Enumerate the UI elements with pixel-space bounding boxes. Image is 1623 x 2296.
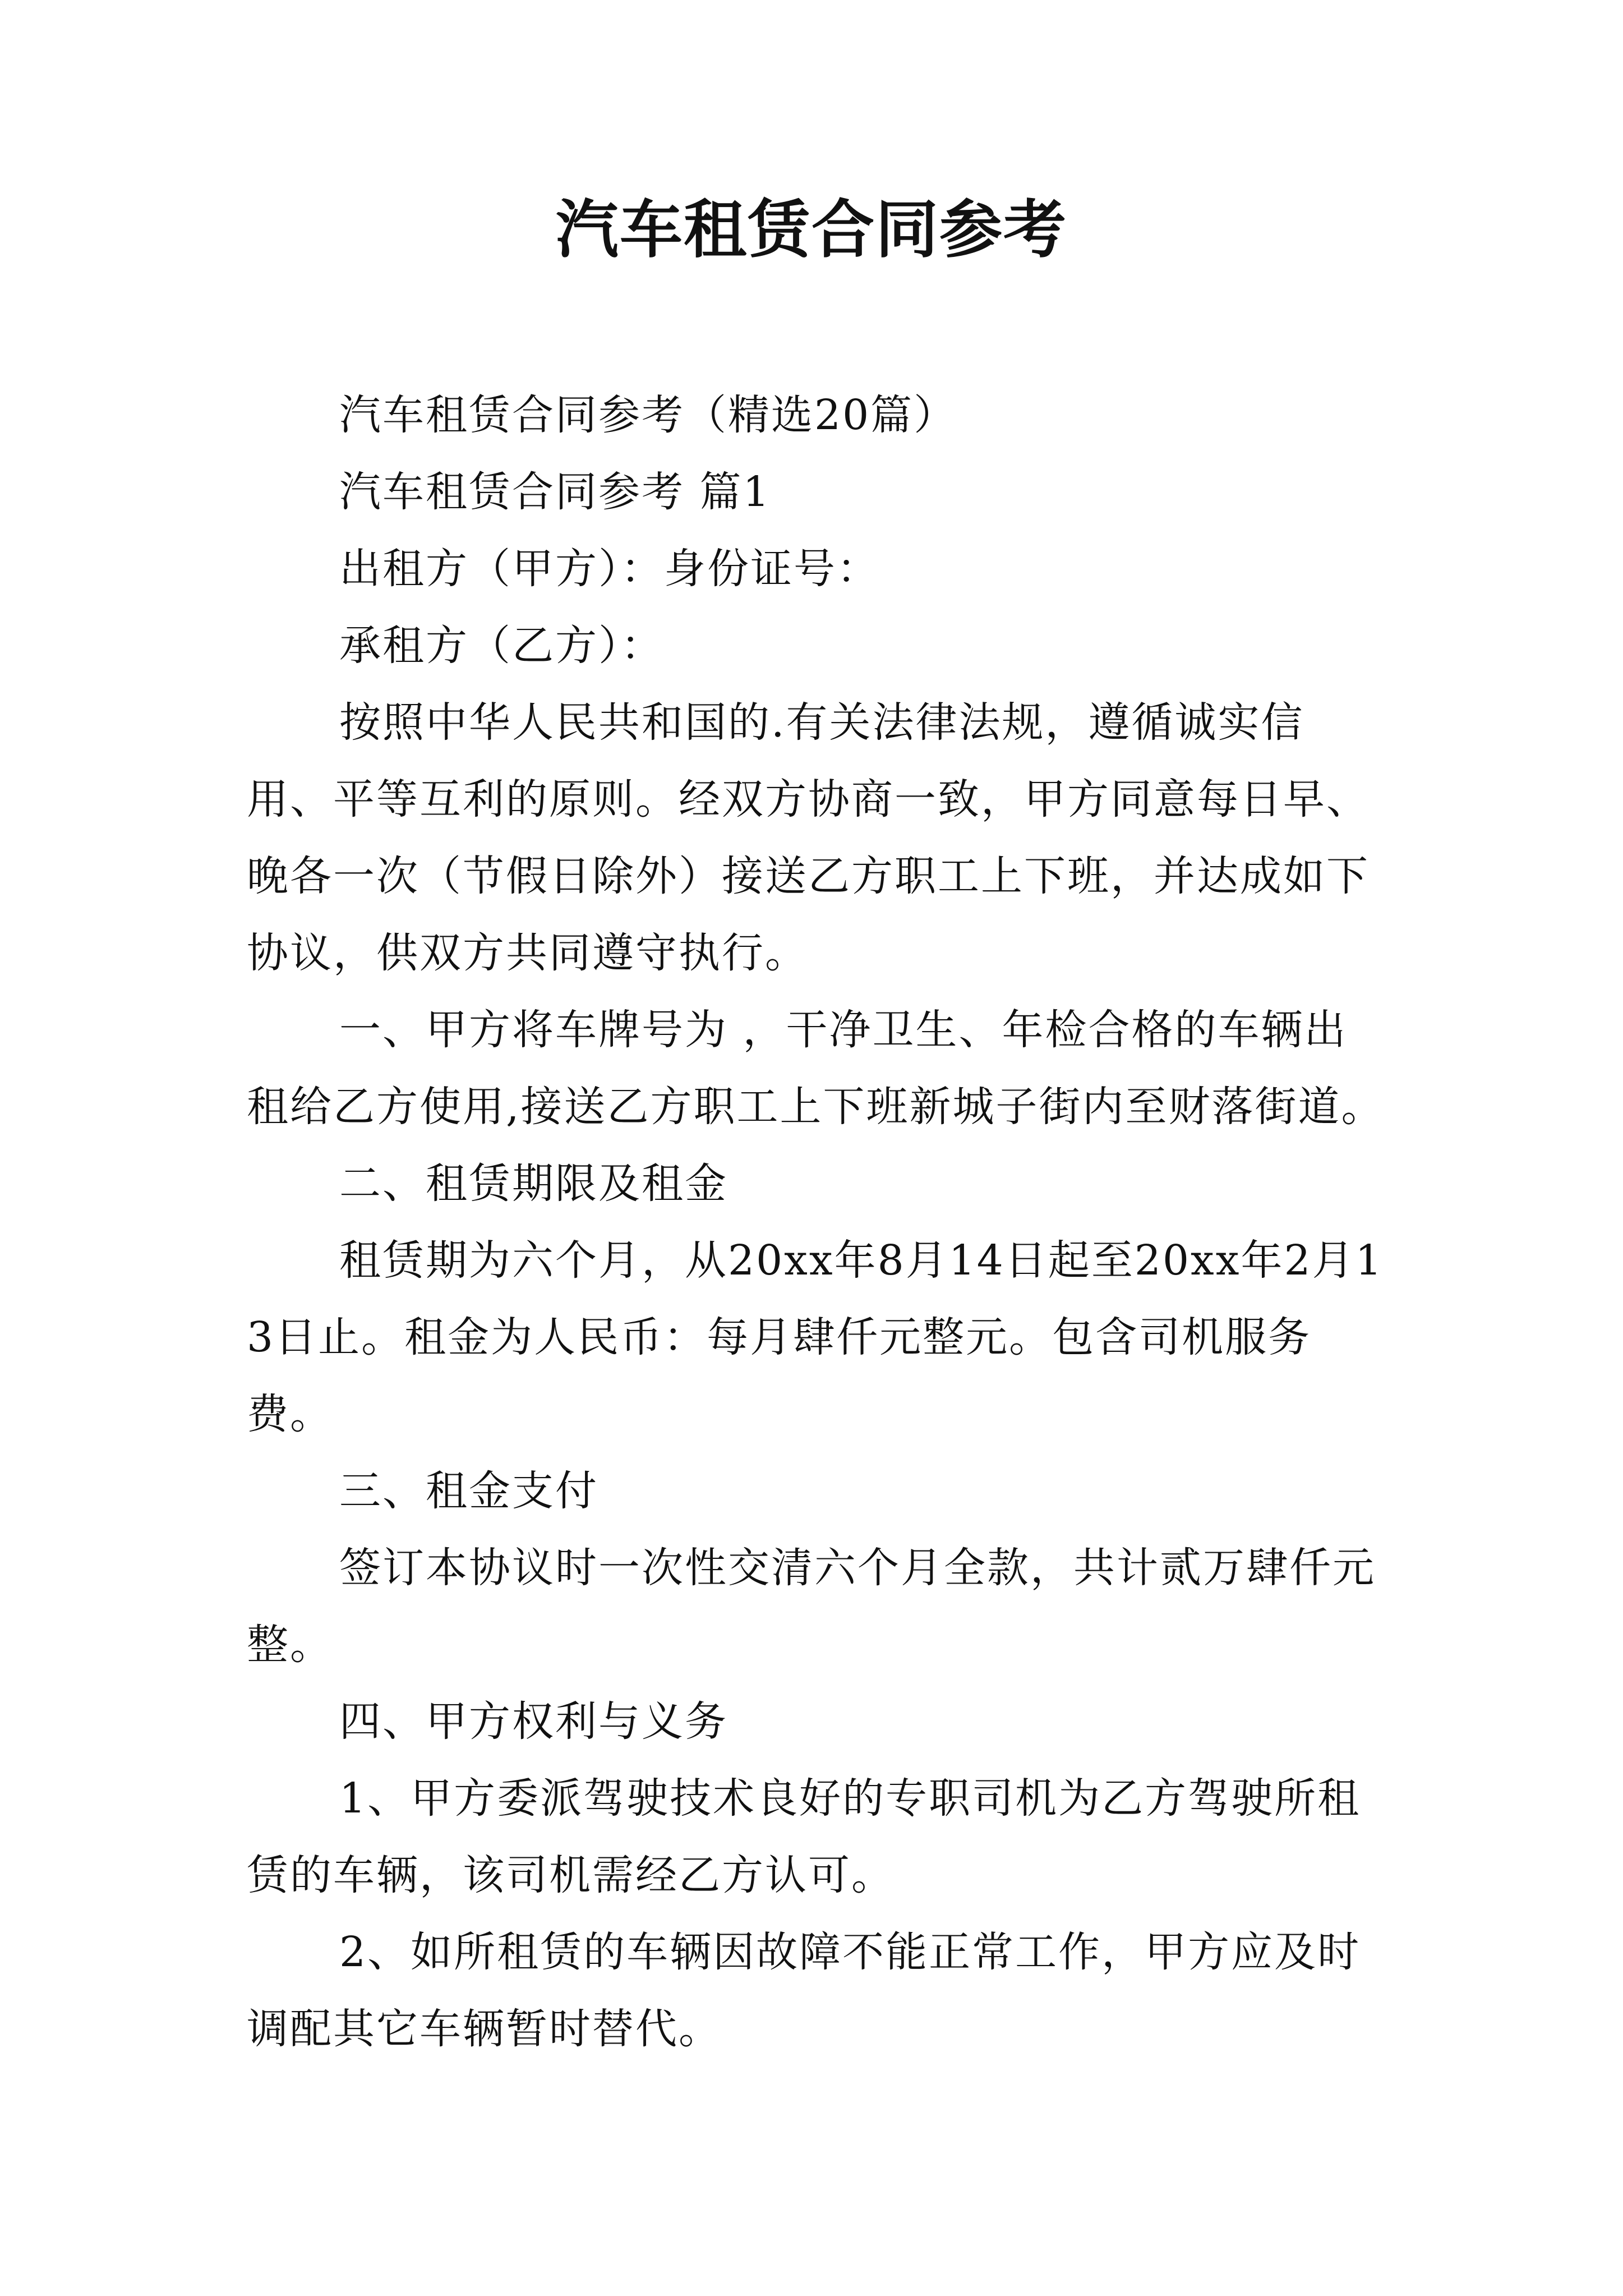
- paragraph-term-rent: 租赁期为六个月，从20xx年8月14日起至20xx年2月13日止。租金为人民币：每月肆仟元整元。包含司机服务费。: [247, 1236, 1384, 1438]
- paragraph-clause-1: 一、甲方将车牌号为 ，干净卫生、年检合格的车辆出租给乙方使用,接送乙方职工上下班新城子街内至财落街道。: [247, 1006, 1385, 1131]
- paragraph-lessor: 出租方（甲方）：身份证号：: [339, 545, 880, 593]
- paragraph-section-title: 汽车租赁合同参考 篇1: [339, 468, 771, 516]
- paragraph-payment: 签订本协议时一次性交清六个月全款，共计贰万肆仟元整。: [247, 1544, 1376, 1669]
- document-title: 汽车租赁合同参考: [556, 193, 1067, 266]
- paragraph-heading-2: 二、租赁期限及租金: [339, 1159, 728, 1208]
- paragraph-lessor-duty-1: 1、甲方委派驾驶技术良好的专职司机为乙方驾驶所租赁的车辆，该司机需经乙方认可。: [247, 1774, 1361, 1899]
- paragraph-lessor-duty-2: 2、如所租赁的车辆因故障不能正常工作，甲方应及时调配其它车辆暂时替代。: [247, 1928, 1361, 2053]
- paragraph-heading-3: 三、租金支付: [339, 1467, 598, 1515]
- paragraph-heading-4: 四、甲方权利与义务: [339, 1697, 728, 1746]
- paragraph-lessee: 承租方（乙方）：: [339, 622, 664, 670]
- paragraph-intro: 汽车租赁合同参考（精选20篇）: [339, 391, 957, 439]
- paragraph-preamble: 按照中华人民共和国的.有关法律法规，遵循诚实信用、平等互利的原则。经双方协商一致，甲方同意每日早、晚各一次（节假日除外）接送乙方职工上下班，并达成如下协议，供双方共同遵守执行。: [247, 698, 1370, 977]
- document-body: [247, 377, 1387, 2068]
